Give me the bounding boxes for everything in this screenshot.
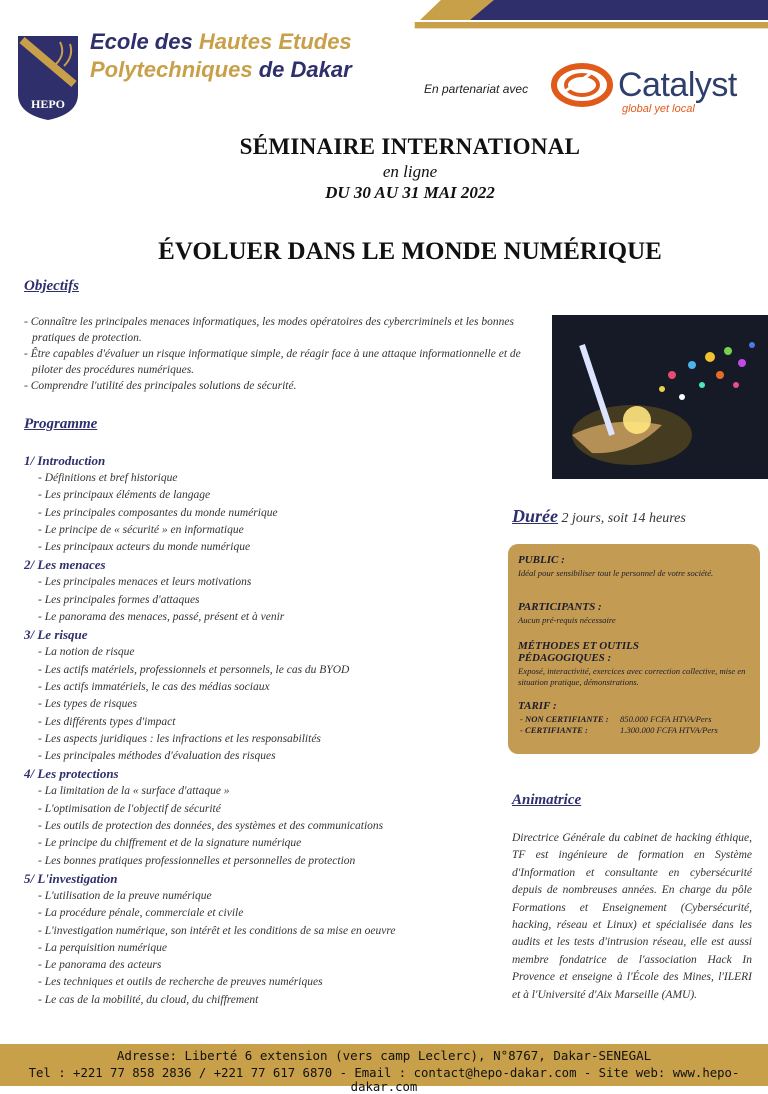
list-item: - Le panorama des acteurs xyxy=(38,959,162,972)
public-text: Idéal pour sensibiliser tout le personnel de votre société. xyxy=(518,568,714,578)
participants-label: PARTICIPANTS : xyxy=(518,601,602,613)
list-item: - L'utilisation de la preuve numérique xyxy=(38,889,212,902)
duree-value: 2 jours, soit 14 heures xyxy=(561,511,686,526)
school-name: Ecole des Hautes Etudes Polytechniques de Dakar xyxy=(90,29,352,82)
tarif-certifiante-value: 1.300.000 FCFA HTVA/Pers xyxy=(620,725,718,735)
public-label: PUBLIC : xyxy=(518,554,565,566)
methodes-label: MÉTHODES ET OUTILS PÉDAGOGIQUES : xyxy=(518,640,640,664)
footer-contact: Tel : +221 77 858 2836 / +221 77 617 6870 - Email : contact@hepo-dakar.com - Site web: www.hepo-dakar.com xyxy=(28,1066,740,1094)
objectifs-heading: Objectifs xyxy=(24,278,79,294)
info-box xyxy=(508,544,760,754)
chapter-title: 5/ L'investigation xyxy=(24,870,118,886)
objectif-item: - Comprendre l'utilité des principales solutions de sécurité. xyxy=(24,380,297,392)
svg-text:HEPO: HEPO xyxy=(30,97,66,111)
list-item: - Définitions et bref historique xyxy=(38,472,178,484)
header-navy-band xyxy=(470,0,768,20)
footer-address: Adresse: Liberté 6 extension (vers camp Leclerc), N°8767, Dakar-SENEGAL xyxy=(116,1048,652,1063)
list-item: - Les principales méthodes d'évaluation des risques xyxy=(38,750,276,763)
list-item: - Les actifs matériels, professionnels et personnels, le cas du BYOD xyxy=(38,663,350,676)
chapter-title: 3/ Le risque xyxy=(24,627,88,643)
list-item: - La perquisition numérique xyxy=(38,941,167,954)
participants-text: Aucun pré-requis nécessaire xyxy=(518,615,616,625)
programme-heading: Programme xyxy=(24,416,98,432)
tarif-certifiante-label: - CERTIFIANTE : xyxy=(520,725,588,735)
list-item: - Les techniques et outils de recherche de preuves numériques xyxy=(38,976,323,989)
duree-label: Durée xyxy=(512,506,558,526)
tarif-non-certifiante-label: - NON CERTIFIANTE : xyxy=(520,714,609,724)
chapter-title: 4/ Les protections xyxy=(24,766,119,782)
chapter-title: 1/ Introduction xyxy=(24,453,106,468)
list-item: - La notion de risque xyxy=(38,646,135,659)
list-item: - Les différents types d'impact xyxy=(38,715,176,728)
duree xyxy=(512,506,686,527)
list-item: - Le cas de la mobilité, du cloud, du chiffrement xyxy=(38,993,259,1006)
list-item: - Les aspects juridiques : les infractions et les responsabilités xyxy=(38,732,321,745)
catalyst-name: Catalyst xyxy=(618,66,737,104)
catalyst-logo-icon xyxy=(550,62,614,108)
list-item: - Les principaux éléments de langage xyxy=(38,489,211,502)
header-gold-line xyxy=(400,22,768,38)
main-title: ÉVOLUER DANS LE MONDE NUMÉRIQUE xyxy=(158,238,662,265)
objectifs-list xyxy=(24,314,544,394)
list-item: - Les principales formes d'attaques xyxy=(38,593,200,606)
list-item: - Le principe du chiffrement et de la signature numérique xyxy=(38,837,302,850)
seminar-title: SÉMINAIRE INTERNATIONAL xyxy=(239,134,581,159)
objectif-item: - Être capables d'évaluer un risque informatique simple, de réagir face à une attaque informationnelle et de piloter des procédures numériques. xyxy=(24,348,521,376)
list-item: - Les principaux acteurs du monde numérique xyxy=(38,541,251,554)
list-item: - Les bonnes pratiques professionnelles et personnelles de protection xyxy=(38,854,356,867)
animatrice-text: Directrice Générale du cabinet de hacking éthique, TF est ingénieure de formation en Système d'Information et consultante en cybersécurité depuis de nombreuses années. En charge du pôle Formations et Enseignement (Cybersécurité, hacking, réseau et Linux) et spécialisée dans les audits et les tests d'intrusion réseau, elle est aussi membre fondatrice de l'association Hack In Provence et enseigne à l'École des Mines, l'ILERI et à l'Université d'Aix Marseille (AMU). xyxy=(512,832,752,1001)
footer xyxy=(0,1044,768,1094)
list-item: - Le principe de « sécurité » en informatique xyxy=(38,523,244,536)
tarif-non-certifiante-value: 850.000 FCFA HTVA/Pers xyxy=(620,714,712,724)
partner-text: En partenariat avec xyxy=(424,82,529,96)
digital-hand-photo xyxy=(552,315,768,479)
list-item: - Les principales composantes du monde numérique xyxy=(38,506,278,519)
tarif-label: TARIF : xyxy=(518,700,557,712)
list-item: - Les outils de protection des données, des systèmes et des communications xyxy=(38,820,384,833)
chapter-title: 2/ Les menaces xyxy=(24,557,106,573)
seminar-mode: en ligne xyxy=(382,162,438,181)
hepo-logo xyxy=(16,34,80,122)
objectif-item: - Connaître les principales menaces informatiques, les modes opératoires des cybercriminels et les bonnes pratiques de protection. xyxy=(24,316,514,344)
list-item: - Les types de risques xyxy=(38,698,138,711)
list-item: - L'optimisation de l'objectif de sécurité xyxy=(38,802,221,815)
list-item: - Les principales menaces et leurs motivations xyxy=(38,576,252,589)
programme-list xyxy=(24,452,494,1009)
animatrice-heading: Animatrice xyxy=(512,792,582,808)
methodes-text: Exposé, interactivité, exercices avec correction collective, mise en situation pratique, démonstrations. xyxy=(518,666,746,687)
list-item: - Les actifs immatériels, le cas des médias sociaux xyxy=(38,680,270,693)
list-item: - La procédure pénale, commerciale et civile xyxy=(38,907,244,920)
catalyst-tagline: global yet local xyxy=(622,103,695,115)
list-item: - L'investigation numérique, son intérêt et les conditions de sa mise en oeuvre xyxy=(38,924,396,937)
list-item: - Le panorama des menaces, passé, présent et à venir xyxy=(38,611,285,624)
seminar-dates: DU 30 AU 31 MAI 2022 xyxy=(325,183,495,202)
list-item: - La limitation de la « surface d'attaque » xyxy=(38,785,230,798)
